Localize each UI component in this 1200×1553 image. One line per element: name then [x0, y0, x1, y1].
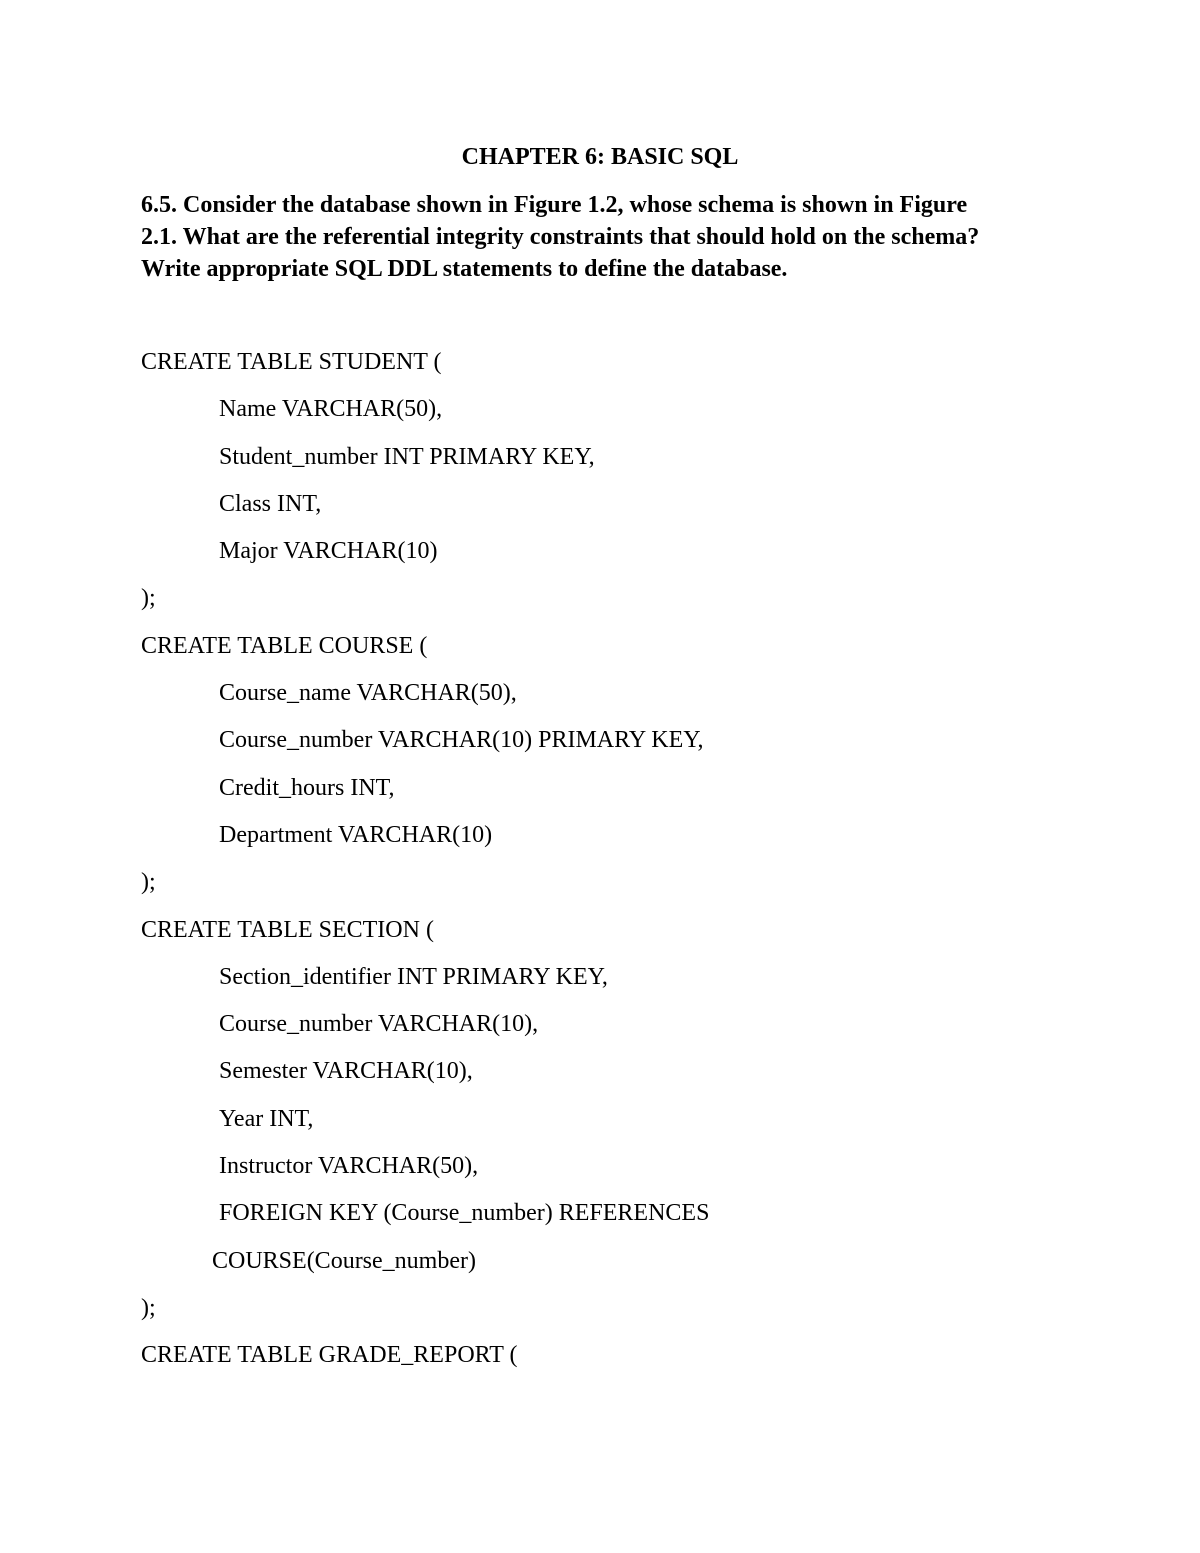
question-line: 2.1. What are the referential integrity constraints that should hold on the schema?	[141, 224, 980, 250]
code-line-column: Department VARCHAR(10)	[219, 821, 493, 848]
code-line-references: COURSE(Course_number)	[212, 1247, 476, 1274]
code-line-close: );	[141, 585, 156, 612]
question-line: Write appropriate SQL DDL statements to define the database.	[141, 256, 788, 282]
code-line-column: Course_name VARCHAR(50),	[219, 680, 517, 707]
code-line-column: Semester VARCHAR(10),	[219, 1058, 473, 1085]
question-text	[141, 189, 1046, 285]
code-line-create-student: CREATE TABLE STUDENT (	[141, 349, 442, 375]
sql-code-block	[141, 344, 1101, 1385]
code-line-column: Major VARCHAR(10)	[219, 538, 438, 565]
code-line-column: Student_number INT PRIMARY KEY,	[219, 443, 595, 470]
code-line-close: );	[141, 869, 156, 896]
code-line-create-section: CREATE TABLE SECTION (	[141, 916, 434, 943]
code-line-column: Year INT,	[219, 1105, 314, 1132]
code-line-column: Course_number VARCHAR(10),	[219, 1011, 539, 1038]
code-line-column: Credit_hours INT,	[219, 774, 395, 801]
code-line-foreign-key: FOREIGN KEY (Course_number) REFERENCES	[219, 1200, 710, 1227]
code-line-create-course: CREATE TABLE COURSE (	[141, 632, 428, 659]
code-line-column: Class INT,	[219, 490, 322, 517]
code-line-close: );	[141, 1294, 156, 1321]
code-line-column: Course_number VARCHAR(10) PRIMARY KEY,	[219, 727, 704, 754]
question-line: 6.5. Consider the database shown in Figure 1.2, whose schema is shown in Figure	[141, 192, 968, 218]
code-line-create-grade-report: CREATE TABLE GRADE_REPORT (	[141, 1342, 518, 1369]
chapter-title: CHAPTER 6: BASIC SQL	[461, 144, 739, 170]
code-line-column: Section_identifier INT PRIMARY KEY,	[219, 963, 608, 990]
code-line-column: Name VARCHAR(50),	[219, 396, 443, 423]
code-line-column: Instructor VARCHAR(50),	[219, 1153, 479, 1180]
